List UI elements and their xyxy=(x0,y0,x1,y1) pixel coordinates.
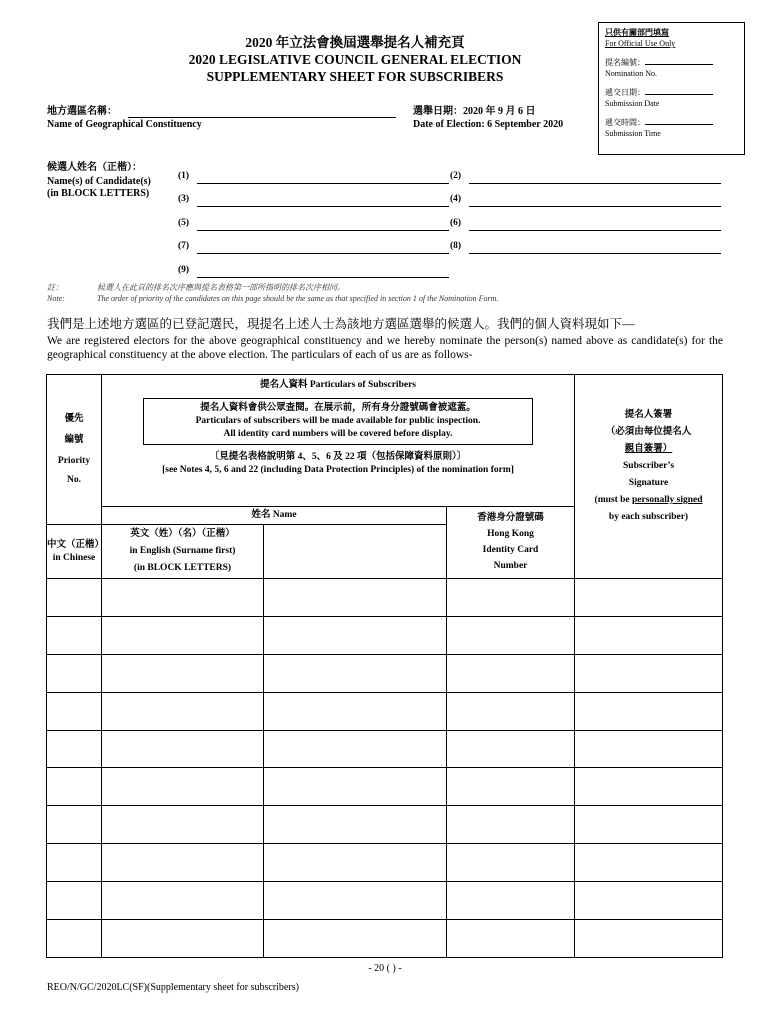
public-zh: 提名人資料會供公眾查閱。在展示前，所有身分證號碼會被遮蓋。 xyxy=(200,403,476,413)
public-en-1: Particulars of subscribers will be made available for public inspection. xyxy=(195,416,481,426)
hkid-en-1: Hong Kong xyxy=(487,529,534,539)
intro-zh: 我們是上述地方選區的已登記選民，現提名上述人士為該地方選區選舉的候選人。我們的個人資料現如下— xyxy=(47,317,635,331)
candidate-num-1: (1) xyxy=(178,171,190,181)
hkid-cell[interactable] xyxy=(447,692,575,730)
signature-cell[interactable] xyxy=(575,844,723,882)
see-notes-en: [see Notes 4, 5, 6 and 22 (including Data Protection Principles) of the nomination form] xyxy=(162,465,514,475)
table-row xyxy=(47,692,723,730)
hkid-cell[interactable] xyxy=(447,844,575,882)
candidate-field-1[interactable] xyxy=(197,183,449,184)
chinese-name-cell[interactable] xyxy=(102,806,264,844)
form-code: REO/N/GC/2020LC(SF)(Supplementary sheet for subscribers) xyxy=(47,982,299,993)
public-inspection-box xyxy=(143,398,533,445)
chinese-name-cell[interactable] xyxy=(102,616,264,654)
submission-date-label-zh: 遞交日期： xyxy=(605,88,645,97)
candidate-num-8: (8) xyxy=(450,241,462,251)
signature-zh-2: （必須由每位提名人 xyxy=(605,427,692,437)
candidate-field-3[interactable] xyxy=(197,206,449,207)
table-row xyxy=(47,654,723,692)
table-row xyxy=(47,882,723,920)
page-number: - 20 ( ) - xyxy=(368,963,402,974)
priority-cell[interactable] xyxy=(47,616,102,654)
english-name-cell[interactable] xyxy=(264,806,447,844)
hkid-cell[interactable] xyxy=(447,654,575,692)
candidate-num-9: (9) xyxy=(178,265,190,275)
english-name-cell[interactable] xyxy=(264,616,447,654)
election-date-en: Date of Election: 6 September 2020 xyxy=(413,119,564,130)
signature-cell[interactable] xyxy=(575,806,723,844)
signature-cell[interactable] xyxy=(575,616,723,654)
english-name-cell[interactable] xyxy=(264,730,447,768)
candidate-num-3: (3) xyxy=(178,194,190,204)
candidate-field-9[interactable] xyxy=(197,277,449,278)
signature-cell[interactable] xyxy=(575,579,723,617)
note-text-zh: 候選人在此頁的排名次序應與提名表格第一部所指明的排名次序相同。 xyxy=(97,283,345,292)
english-en-1: in English (Surname first) xyxy=(129,546,236,556)
priority-cell[interactable] xyxy=(47,654,102,692)
signature-cell[interactable] xyxy=(575,920,723,958)
priority-en-1: Priority xyxy=(57,455,91,466)
signature-cell[interactable] xyxy=(575,768,723,806)
hkid-cell[interactable] xyxy=(447,579,575,617)
signature-en-3a: (must be xyxy=(594,495,633,505)
priority-zh-2: 編號 xyxy=(64,434,84,445)
nomination-no-field[interactable] xyxy=(645,64,713,65)
candidate-field-2[interactable] xyxy=(469,183,721,184)
candidates-label-en-1: Name(s) of Candidate(s) xyxy=(47,176,151,187)
english-en-2: (in BLOCK LETTERS) xyxy=(133,563,232,573)
constituency-label-en: Name of Geographical Constituency xyxy=(47,119,202,130)
subscribers-table xyxy=(46,374,723,958)
hkid-cell[interactable] xyxy=(447,920,575,958)
chinese-name-cell[interactable] xyxy=(102,654,264,692)
signature-cell[interactable] xyxy=(575,692,723,730)
priority-cell[interactable] xyxy=(47,806,102,844)
see-notes-zh: 〔見提名表格說明第 4、5、6 及 22 項（包括保障資料原則）〕 xyxy=(209,452,467,462)
nomination-no-label-zh: 提名編號： xyxy=(605,58,645,67)
chinese-name-cell[interactable] xyxy=(102,844,264,882)
chinese-name-cell[interactable] xyxy=(102,730,264,768)
english-name-cell[interactable] xyxy=(264,882,447,920)
priority-en-2: No. xyxy=(67,474,81,485)
nomination-no-label-en: Nomination No. xyxy=(605,69,657,78)
table-row xyxy=(47,579,723,617)
chinese-en: in Chinese xyxy=(52,552,96,563)
priority-cell[interactable] xyxy=(47,730,102,768)
priority-cell[interactable] xyxy=(47,768,102,806)
priority-cell[interactable] xyxy=(47,920,102,958)
submission-time-label-en: Submission Time xyxy=(605,129,661,138)
candidate-num-5: (5) xyxy=(178,218,190,228)
official-title-zh: 只供有關部門填寫 xyxy=(605,28,669,37)
constituency-field[interactable] xyxy=(128,117,396,118)
official-title-en: For Official Use Only xyxy=(605,39,676,48)
candidate-field-4[interactable] xyxy=(469,206,721,207)
chinese-name-cell[interactable] xyxy=(102,920,264,958)
english-name-cell[interactable] xyxy=(264,579,447,617)
english-name-cell[interactable] xyxy=(264,768,447,806)
hkid-en-2: Identity Card xyxy=(482,545,539,555)
signature-en-4: by each subscriber) xyxy=(608,512,689,522)
chinese-name-cell[interactable] xyxy=(102,882,264,920)
public-en-2: All identity card numbers will be covered before display. xyxy=(223,429,453,439)
title-en-1: 2020 LEGISLATIVE COUNCIL GENERAL ELECTION xyxy=(188,52,522,67)
note-label-zh: 註： xyxy=(47,283,63,292)
priority-header xyxy=(47,375,102,525)
hkid-zh: 香港身分證號碼 xyxy=(477,513,544,523)
table-row xyxy=(47,920,723,958)
signature-en-1: Subscriber’s xyxy=(623,461,675,471)
note-text-en: The order of priority of the candidates on this page should be the same as that specified in section 1 of the Nomination Form. xyxy=(97,294,499,303)
particulars-header xyxy=(102,375,575,507)
chinese-zh: 中文（正楷） xyxy=(47,539,105,550)
english-name-cell[interactable] xyxy=(264,844,447,882)
table-row xyxy=(47,768,723,806)
signature-en-2: Signature xyxy=(628,478,669,488)
signature-cell[interactable] xyxy=(575,654,723,692)
intro-en: We are registered electors for the above geographical constituency and we hereby nominate the person(s) named above as candidate(s) for the geographical constituency at the above election. The particulars of each of us are as follows- xyxy=(47,335,723,361)
chinese-name-cell[interactable] xyxy=(102,579,264,617)
hkid-header xyxy=(447,507,575,579)
title-zh: 2020 年立法會換屆選舉提名人補充頁 xyxy=(245,35,465,50)
english-zh: 英文（姓）（名）（正楷） xyxy=(130,529,235,539)
submission-time-field[interactable] xyxy=(645,124,713,125)
table-row xyxy=(47,730,723,768)
candidates-label-en-2: (in BLOCK LETTERS) xyxy=(47,188,150,199)
hkid-en-3: Number xyxy=(493,561,528,571)
english-name-cell[interactable] xyxy=(264,692,447,730)
chinese-name-cell[interactable] xyxy=(102,768,264,806)
hkid-cell[interactable] xyxy=(447,806,575,844)
candidates-label-zh: 候選人姓名（正楷）： xyxy=(47,162,142,173)
candidate-field-6[interactable] xyxy=(469,230,721,231)
name-header: 姓名 Name xyxy=(102,507,447,525)
signature-en-3b: personally signed xyxy=(632,495,703,505)
submission-date-label-en: Submission Date xyxy=(605,99,660,108)
hkid-cell[interactable] xyxy=(447,882,575,920)
english-name-cell[interactable] xyxy=(264,654,447,692)
hkid-cell[interactable] xyxy=(447,768,575,806)
note-label-en: Note: xyxy=(47,294,65,303)
table-row xyxy=(47,844,723,882)
signature-zh-1: 提名人簽署 xyxy=(624,410,673,420)
candidate-field-5[interactable] xyxy=(197,230,449,231)
priority-cell[interactable] xyxy=(47,692,102,730)
candidate-field-8[interactable] xyxy=(469,253,721,254)
election-date-zh: 選舉日期：2020 年 9 月 6 日 xyxy=(413,106,536,117)
signature-zh-3: 親自簽署） xyxy=(624,444,673,454)
priority-cell[interactable] xyxy=(47,844,102,882)
priority-cell[interactable] xyxy=(47,882,102,920)
candidate-num-2: (2) xyxy=(450,171,462,181)
chinese-name-header xyxy=(47,525,105,579)
candidate-field-7[interactable] xyxy=(197,253,449,254)
priority-cell[interactable] xyxy=(47,579,102,617)
candidate-num-7: (7) xyxy=(178,241,190,251)
signature-cell[interactable] xyxy=(575,730,723,768)
signature-header xyxy=(575,375,723,579)
particulars-title: 提名人資料 Particulars of Subscribers xyxy=(260,380,416,390)
english-name-cell[interactable] xyxy=(264,920,447,958)
submission-date-field[interactable] xyxy=(645,94,713,95)
hkid-cell[interactable] xyxy=(447,616,575,654)
signature-cell[interactable] xyxy=(575,882,723,920)
candidate-num-6: (6) xyxy=(450,218,462,228)
constituency-label-zh: 地方選區名稱： xyxy=(47,106,117,117)
title-en-2: SUPPLEMENTARY SHEET FOR SUBSCRIBERS xyxy=(206,69,504,84)
candidate-num-4: (4) xyxy=(450,194,462,204)
table-row xyxy=(47,806,723,844)
official-use-box xyxy=(598,22,745,155)
priority-zh-1: 優先 xyxy=(64,413,84,424)
submission-time-label-zh: 遞交時間： xyxy=(605,118,645,127)
table-row xyxy=(47,616,723,654)
chinese-name-cell[interactable] xyxy=(102,692,264,730)
hkid-cell[interactable] xyxy=(447,730,575,768)
english-name-header xyxy=(102,525,264,579)
